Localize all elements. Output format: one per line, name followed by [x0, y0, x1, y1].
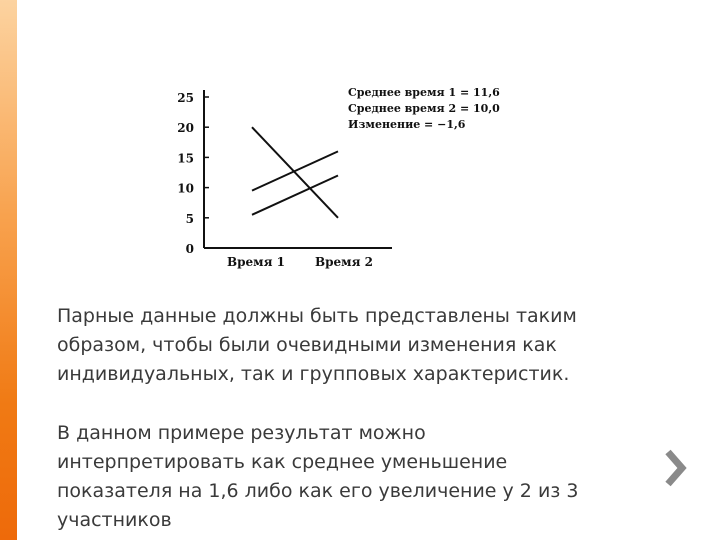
- x-labels: [227, 255, 373, 269]
- chart-svg: [140, 70, 520, 280]
- chart-annotation: Изменение = −1,6: [348, 118, 466, 131]
- chart-annotation: Среднее время 1 = 11,6: [348, 86, 500, 99]
- y-tick-label: 20: [177, 121, 194, 136]
- x-tick-label: Время 2: [315, 255, 373, 269]
- x-tick-label: Время 1: [227, 255, 285, 269]
- y-tick-label: 0: [185, 242, 194, 256]
- series-line: [252, 127, 338, 218]
- y-tick-label: 10: [177, 181, 194, 196]
- paragraph-1: Парные данные должны быть представлены таким образом, чтобы были очевидными изменения как индивидуальных, так и групповых характеристик.: [57, 305, 577, 385]
- paired-data-chart: [140, 70, 520, 280]
- series-lines: [252, 127, 338, 218]
- y-tick-label: 25: [177, 91, 194, 105]
- chart-annotation: Среднее время 2 = 10,0: [348, 102, 500, 115]
- chevron-right-icon[interactable]: [662, 448, 688, 488]
- annotations: [348, 86, 500, 131]
- y-tick-label: 15: [177, 151, 194, 166]
- paragraph-2: В данном примере результат можно интерпретировать как среднее уменьшение показателя на 1,6 либо как его увеличение у 2 из 3 участников: [57, 422, 579, 531]
- series-line: [252, 176, 338, 215]
- y-tick-label: 5: [185, 211, 194, 226]
- series-line: [252, 151, 338, 190]
